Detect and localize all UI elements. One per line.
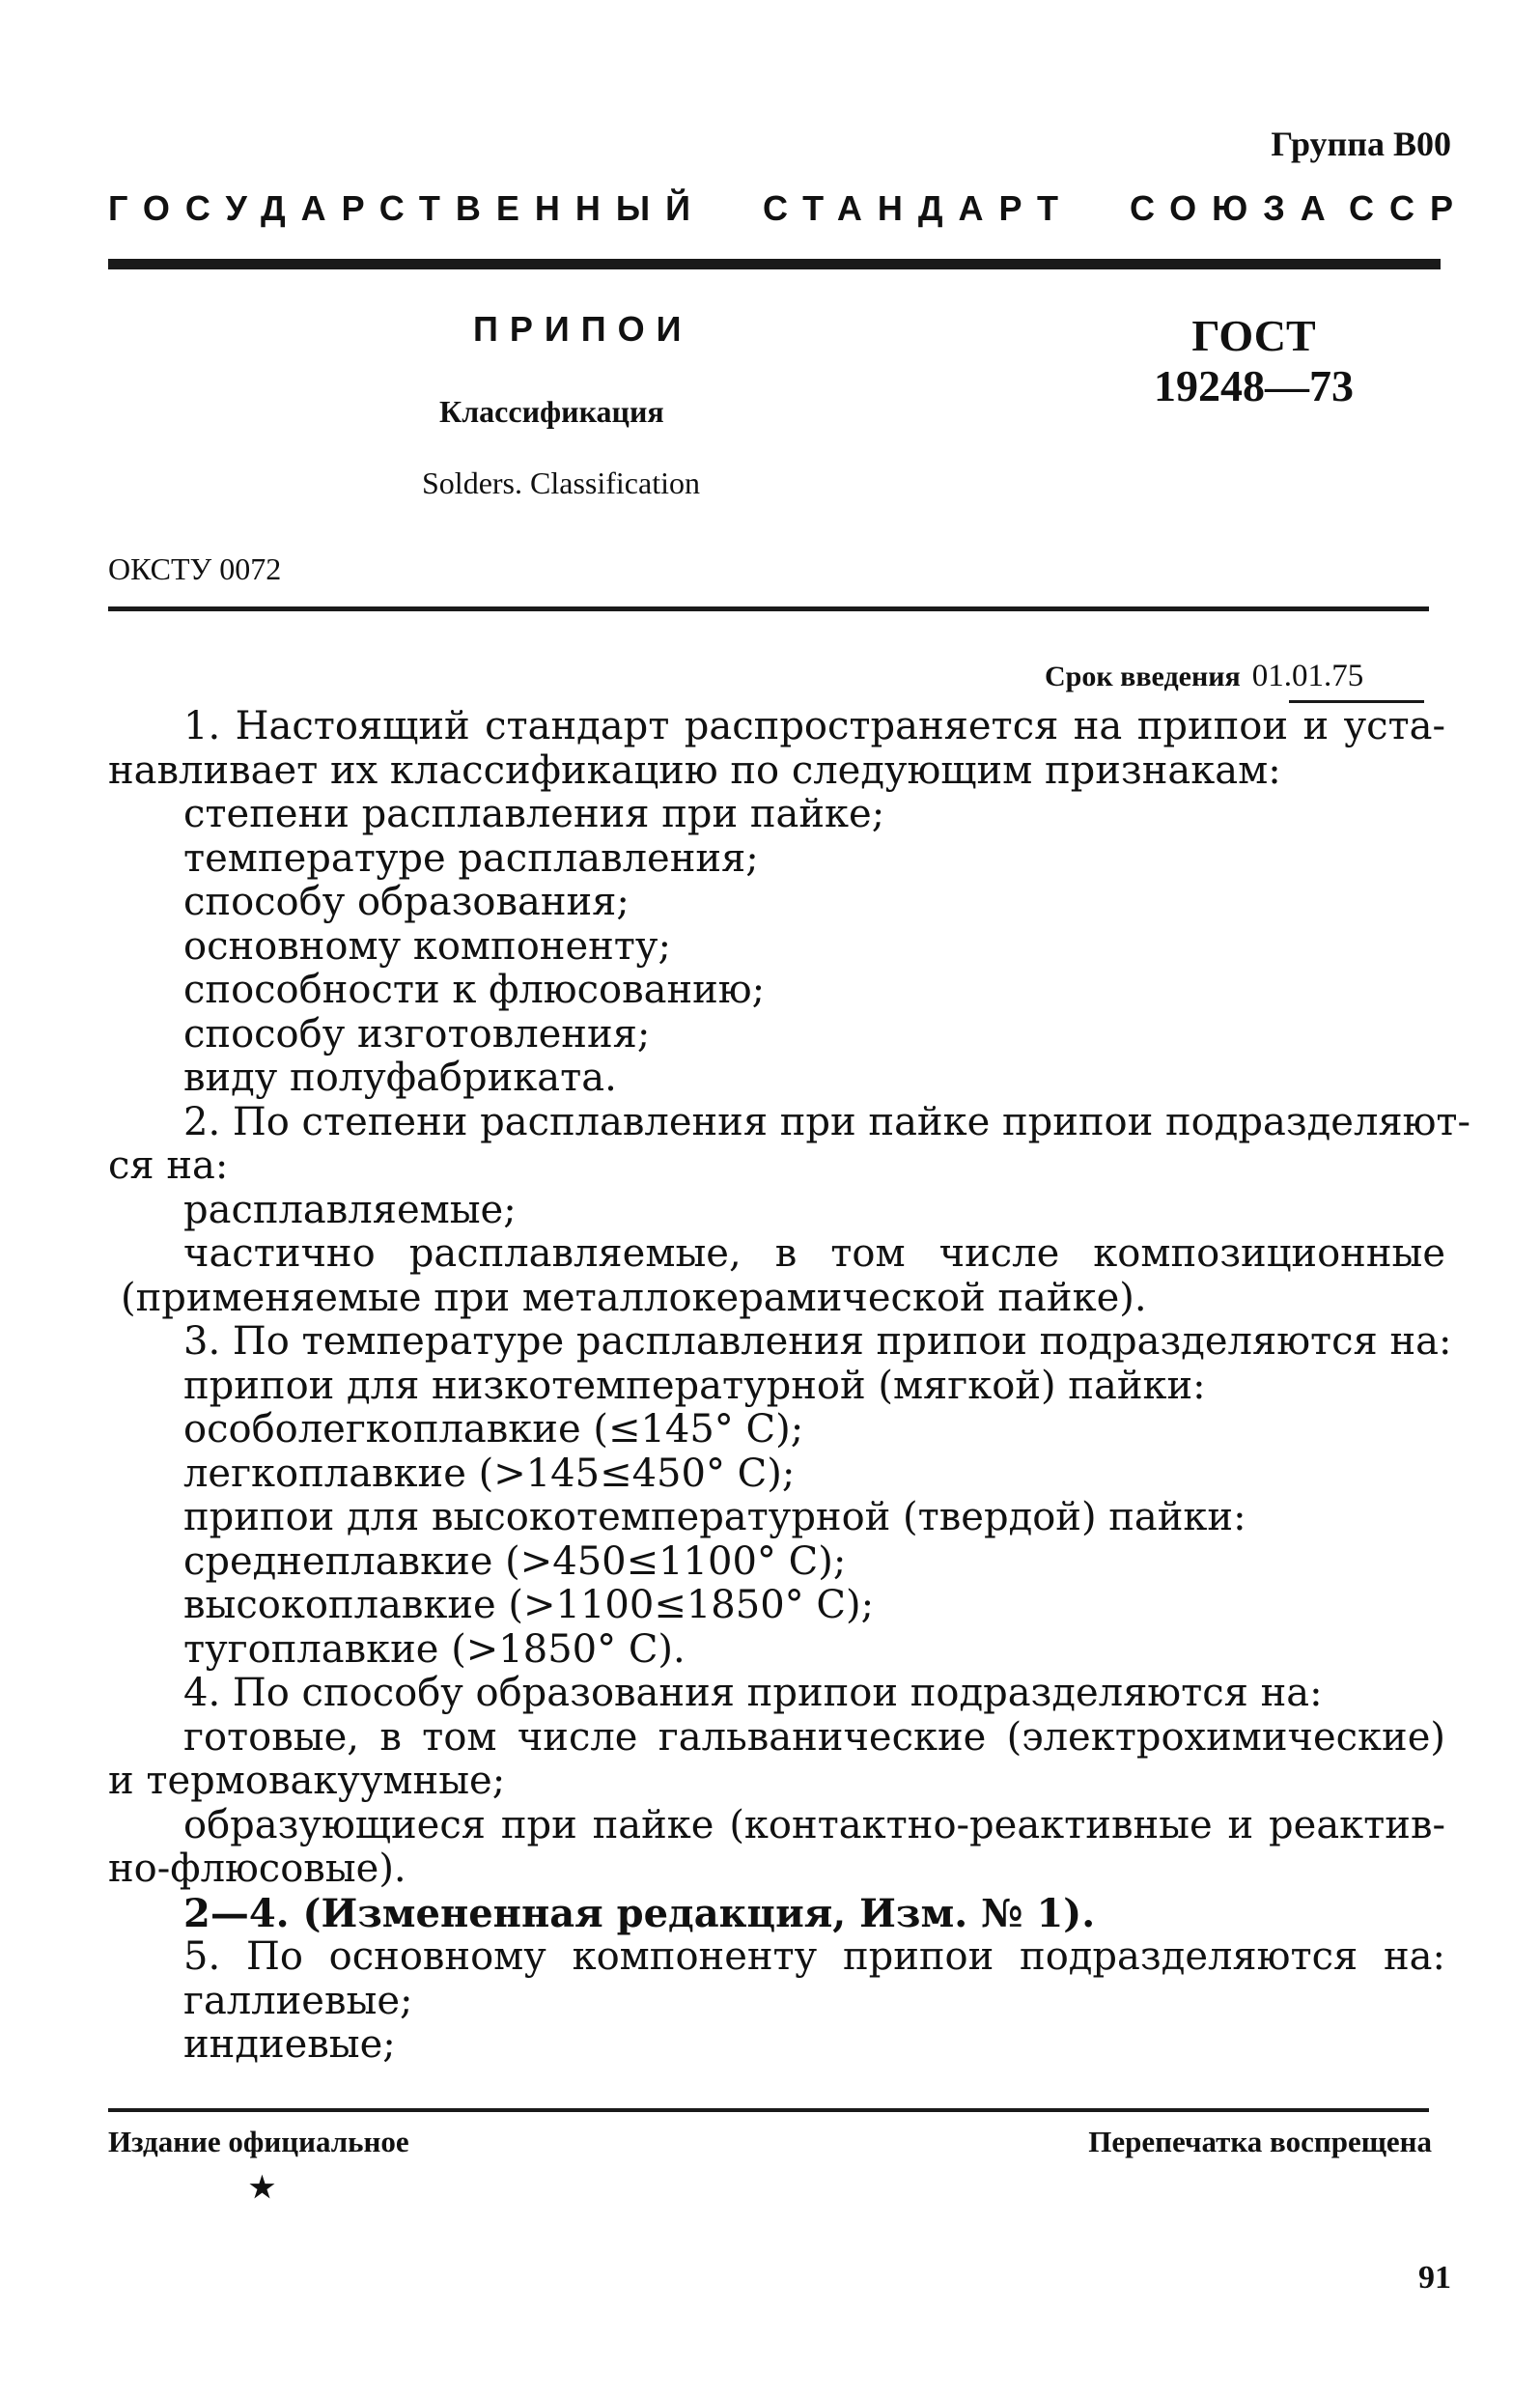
okstu-code: ОКСТУ 0072 (108, 551, 282, 586)
body-line: 4. По способу образования припои подразделяются на: (183, 1671, 1323, 1715)
body-line: основному компоненту; (183, 923, 671, 969)
body-line: 5. По основному компоненту припои подразделяются на: (183, 1934, 1445, 1979)
official-edition-label: Издание официальное (108, 2125, 409, 2158)
body-line: и термовакуумные; (108, 1759, 506, 1803)
body-line: образующиеся при пайке (контактно-реактивные и реактив- (183, 1802, 1445, 1847)
body-line: припои для высокотемпературной (твердой) пайки: (183, 1495, 1246, 1539)
header-word-state: ГОСУДАРСТВЕННЫЙ (108, 188, 707, 228)
document-subtitle-en: Solders. Classification (422, 465, 700, 500)
body-line: степени расплавления при пайке; (183, 792, 885, 836)
title-divider (108, 606, 1429, 611)
body-line: виду полуфабриката. (183, 1056, 617, 1100)
body-line: способу образования; (183, 880, 630, 924)
document-body (108, 704, 1471, 2068)
effective-date (1045, 659, 1363, 694)
body-line: тугоплавкие (>1850° С). (183, 1626, 686, 1672)
body-line: особолегкоплавкие (≤145° С); (183, 1407, 804, 1452)
body-line: легкоплавкие (>145≤450° С); (183, 1451, 796, 1496)
body-line: 1. Настоящий стандарт распространяется на припои и уста- (183, 704, 1445, 748)
reprint-prohibited-label: Перепечатка воспрещена (1088, 2125, 1432, 2158)
body-line: припои для низкотемпературной (мягкой) пайки: (183, 1363, 1206, 1408)
gost-number: 19248—73 (1154, 361, 1354, 410)
body-line: навливает их классификацию по следующим признакам: (108, 747, 1281, 793)
document-title: ПРИПОИ (473, 309, 693, 349)
body-line: 2. По степени расплавления при пайке припои подразделяют- (183, 1099, 1471, 1144)
star-icon: ★ (249, 2171, 275, 2205)
body-line: способности к флюсованию; (183, 968, 766, 1012)
effective-date-label: Срок введения (1045, 661, 1241, 692)
body-line: но-флюсовые). (108, 1846, 406, 1891)
body-line: температуре расплавления; (183, 835, 759, 881)
header-word-union: СОЮЗА (1130, 188, 1341, 228)
page-number: 91 (1418, 2260, 1451, 2296)
document-subtitle-ru: Классификация (439, 394, 664, 429)
body-line: 3. По температуре расплавления припои подразделяются на: (183, 1319, 1452, 1364)
body-line: индиевые; (183, 2022, 396, 2067)
body-line: галлиевые; (183, 1978, 413, 2023)
body-line: высокоплавкие (>1100≤1850° С); (183, 1583, 875, 1627)
body-line: способу изготовления; (183, 1011, 651, 1057)
body-line: готовые, в том числе гальванические (электрохимические) (183, 1714, 1445, 1760)
amendment-note: 2—4. (Измененная редакция, Изм. № 1). (183, 1890, 1096, 1936)
header-divider (108, 259, 1441, 269)
gost-designation (1154, 311, 1354, 411)
body-line: частично расплавляемые, в том числе композиционные (183, 1231, 1445, 1276)
footer-divider (108, 2108, 1429, 2112)
effective-date-value: 01.01.75 (1251, 659, 1364, 693)
gost-label: ГОСТ (1191, 311, 1316, 360)
body-line: среднеплавкие (>450≤1100° С); (183, 1538, 847, 1584)
date-underline (1289, 700, 1424, 703)
group-code: Группа В00 (1271, 125, 1451, 163)
body-line: ся на: (108, 1143, 229, 1188)
standard-header (108, 188, 1470, 246)
body-line: расплавляемые; (183, 1187, 517, 1232)
header-word-standard: СТАНДАРТ (763, 188, 1074, 228)
body-line: (применяемые при металлокерамической пайке). (121, 1275, 1147, 1320)
header-word-ussr: ССР (1349, 188, 1470, 228)
